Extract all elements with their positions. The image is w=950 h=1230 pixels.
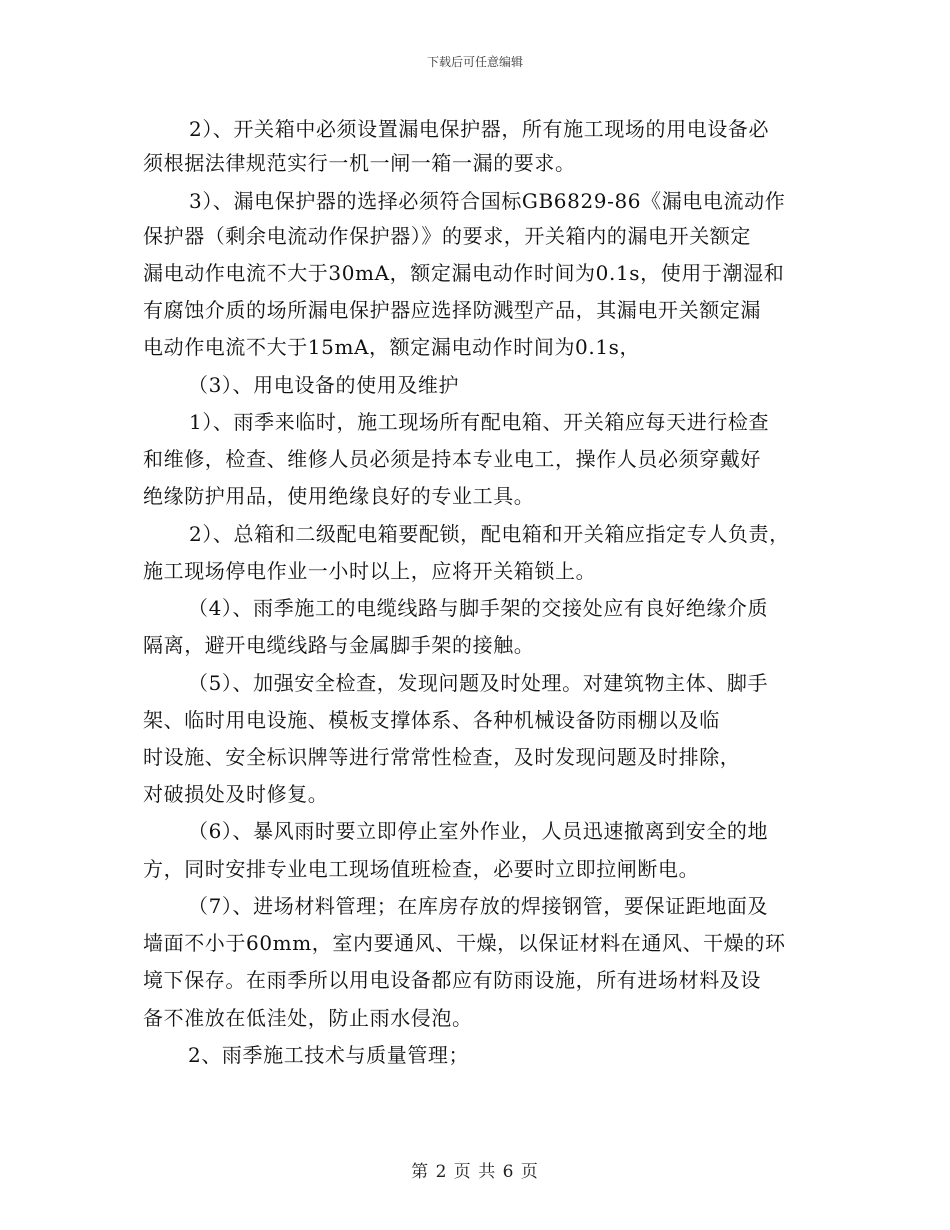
body-line: 架、临时用电设施、模板支撑体系、各种机械设备防雨棚以及临	[143, 708, 720, 732]
body-line: 1）、雨季来临时，施工现场所有配电箱、开关箱应每天进行检查	[189, 410, 770, 434]
page-footer: 第 2 页 共 6 页	[411, 1162, 539, 1182]
body-line: （3）、用电设备的使用及维护	[188, 373, 460, 397]
body-line: 墙面不小于60mm，室内要通风、干燥，以保证材料在通风、干燥的环	[143, 931, 786, 955]
body-line: 电动作电流不大于15mA，额定漏电动作时间为0.1s，	[143, 335, 641, 359]
body-line: 漏电动作电流不大于30mA，额定漏电动作时间为0.1s，使用于潮湿和	[143, 261, 785, 285]
body-line: 2）、总箱和二级配电箱要配锁，配电箱和开关箱应指定专人负责，	[189, 522, 790, 546]
body-line: 隔离，避开电缆线路与金属脚手架的接触。	[143, 633, 535, 657]
body-line: 3）、漏电保护器的选择必须符合国标GB6829-86《漏电电流动作	[189, 189, 786, 213]
body-line: 2、雨季施工技术与质量管理；	[188, 1043, 470, 1067]
body-line: 境下保存。在雨季所以用电设备都应有防雨设施，所有进场材料及设	[143, 968, 761, 992]
body-line: 2）、开关箱中必须设置漏电保护器，所有施工现场的用电设备必	[189, 117, 770, 141]
body-line: 时设施、安全标识牌等进行常常性检查，及时发现问题及时排除，	[143, 745, 741, 769]
body-line: 须根据法律规范实行一机一闸一箱一漏的要求。	[143, 151, 576, 175]
body-line: （7）、进场材料管理；在库房存放的焊接钢管，要保证距地面及	[188, 894, 769, 918]
body-line: 对破损处及时修复。	[143, 782, 329, 806]
body-line: 和维修，检查、维修人员必须是持本专业电工，操作人员必须穿戴好	[143, 447, 761, 471]
body-line: （6）、暴风雨时要立即停止室外作业，人员迅速撤离到安全的地	[188, 819, 769, 843]
body-line: 有腐蚀介质的场所漏电保护器应选择防溅型产品，其漏电开关额定漏	[143, 298, 761, 322]
page-header: 下载后可任意编辑	[426, 55, 523, 69]
body-line: 方，同时安排专业电工现场值班检查，必要时立即拉闸断电。	[143, 857, 700, 881]
body-line: 施工现场停电作业一小时以上，应将开关箱锁上。	[143, 559, 597, 583]
body-line: 保护器（剩余电流动作保护器）》的要求，开关箱内的漏电开关额定	[143, 224, 751, 248]
body-line: （4）、雨季施工的电缆线路与脚手架的交接处应有良好绝缘介质	[188, 596, 769, 620]
body-line: 绝缘防护用品，使用绝缘良好的专业工具。	[143, 484, 535, 508]
body-line: （5）、加强安全检查，发现问题及时处理。对建筑物主体、脚手	[188, 671, 769, 695]
body-line: 备不准放在低洼处，防止雨水侵泡。	[143, 1006, 473, 1030]
